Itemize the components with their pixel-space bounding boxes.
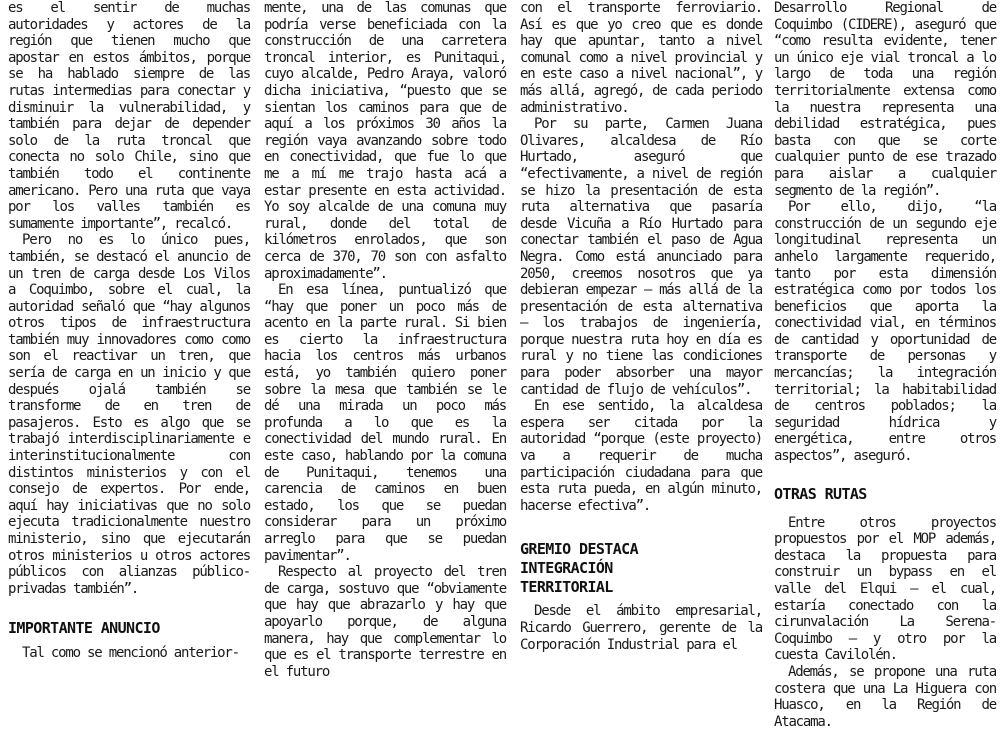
article-column-2 [264, 0, 506, 680]
paragraph: Por ello, dijo, “la construcción de un segundo eje longitudinal representa un anhelo largamente requerido, tanto por esta dimensión estratégica como por todos los beneficios que aporta la conectividad vial, en términos de cantidad y oportunidad de transporte de personas y mercancías; la integración territorial; la habitabilidad de centros poblados; la seguridad hídrica y energética, entre otros aspectos”, aseguró. [774, 199, 996, 465]
paragraph: es el sentir de muchas autoridades y actores de la región que tienen mucho que apostar en estos ámbitos, porque se ha hablado siempre de las rutas intermedias para conectar y disminuir la vulnerabilidad, y también para dejar de depender solo de la ruta troncal que conecta no solo Chile, sino que también todo el continente americano. Pero una ruta que vaya por los valles también es sumamente importante”, recalcó. [8, 0, 250, 232]
paragraph: Desarrollo Regional de Coquimbo (CIDERE), aseguró que “como resulta evidente, tener un único eje vial troncal a lo largo de toda una región territorialmente extensa como la nuestra representa una debilidad estratégica, pues basta con que se corte cualquier punto de ese trazado para aislar a cualquier segmento de la región”. [774, 0, 996, 199]
article-column-3 [520, 0, 762, 653]
paragraph: mente, una de las comunas que podría verse beneficiada con la construcción de una carretera troncal interior, es Punitaqui, cuyo alcalde, Pedro Araya, valoró dicha iniciativa, “puesto que se sientan los caminos para que de aquí a los próximos 30 años la región vaya avanzando sobre todo en conectividad, que fue lo que me a mí me trajo hasta acá a estar presente en esta actividad. Yo soy alcalde de una comuna muy rural, donde del total de kilómetros enrolados, que son cerca de 370, 70 son con asfalto aproximadamente”. [264, 0, 506, 282]
article-column-4 [774, 0, 996, 730]
section-heading-importante-anuncio: IMPORTANTE ANUNCIO [8, 619, 160, 638]
paragraph: En ese sentido, la alcaldesa espera ser citada por la autoridad “porque (este proyecto) va a requerir de mucha participación ciudadana para que esta ruta pueda, en algún minuto, hacerse efectiva”. [520, 398, 762, 514]
paragraph: Tal como se mencionó anterior- [22, 645, 239, 662]
paragraph: Entre otros proyectos propuestos por el MOP además, destaca la propuesta para construir un bypass en el valle del Elqui – el cual, estaría conectado con la cirunvalación La Serena-Coquimbo – y otro por la cuesta Cavilolén. [774, 514, 996, 664]
paragraph: Pero no es lo único pues, también, se destacó el anuncio de un tren de carga desde Los Vilos a Coquimbo, sobre el cual, la autoridad señaló que “hay algunos otros tipos de infraestructura también muy innovadores como como son el reactivar un tren, que sería de carga en un inicio y que después ojalá también se transforme de en tren de pasajeros. Esto es algo que se trabajó interdisciplinariamente e interinstitucionalmente con distintos ministerios y con el consejo de expertos. Por ende, aquí hay iniciativas que no solo ejecuta tradicionalmente nuestro ministerio, sino que ejecutarán otros ministerios u otros actores públicos con alianzas público-privadas también”. [8, 232, 250, 597]
paragraph: Desde el ámbito empresarial, Ricardo Guerrero, gerente de la Corporación Industrial para el [520, 603, 762, 653]
paragraph: Además, se propone una ruta costera que una La Higuera con Huasco, en la Región de Atacama. [774, 663, 996, 730]
paragraph: Respecto al proyecto del tren de carga, sostuvo que “obviamente que hay que abrazarlo y hay que apoyarlo porque, de alguna manera, hay que complementar lo que es el transporte terrestre en el futuro [264, 564, 506, 680]
section-heading-otras-rutas: OTRAS RUTAS [774, 484, 867, 503]
paragraph: con el transporte ferroviario. Así es que yo creo que es donde hay que apuntar, tanto a nivel comunal como a nivel provincial y en este caso a nivel nacional”, y más allá, agregó, de cada periodo administrativo. [520, 0, 762, 116]
paragraph: Por su parte, Carmen Juana Olivares, alcaldesa de Río Hurtado, aseguró que “efectivamente, a nivel de región se hizo la presentación de esta ruta alternativa que pasaría desde Vicuña a Río Hurtado para conectar también el paso de Agua Negra. Como está anunciado para 2050, creemos nosotros que ya debieran empezar – más allá de la presentación de esta alternativa – los trabajos de ingeniería, porque nuestra ruta hoy en día es rural y no tiene las condiciones para poder absorber una mayor cantidad de flujo de vehículos”. [520, 116, 762, 398]
section-heading-gremio-destaca: GREMIO DESTACA INTEGRACIÓN TERRITORIAL [520, 540, 639, 597]
paragraph: En esa línea, puntualizó que “hay que poner un poco más de acento en la parte rural. Si bien es cierto la infraestructura hacia los centros más urbanos está, yo también quiero poner sobre la mesa que también se le dé una mirada un poco más profunda a lo que es la conectividad del mundo rural. En este caso, hablando por la comuna de Punitaqui, tenemos una carencia de caminos en buen estado, los que se puedan considerar para un próximo arreglo para que se puedan pavimentar”. [264, 282, 506, 564]
article-column-1 [8, 0, 250, 662]
